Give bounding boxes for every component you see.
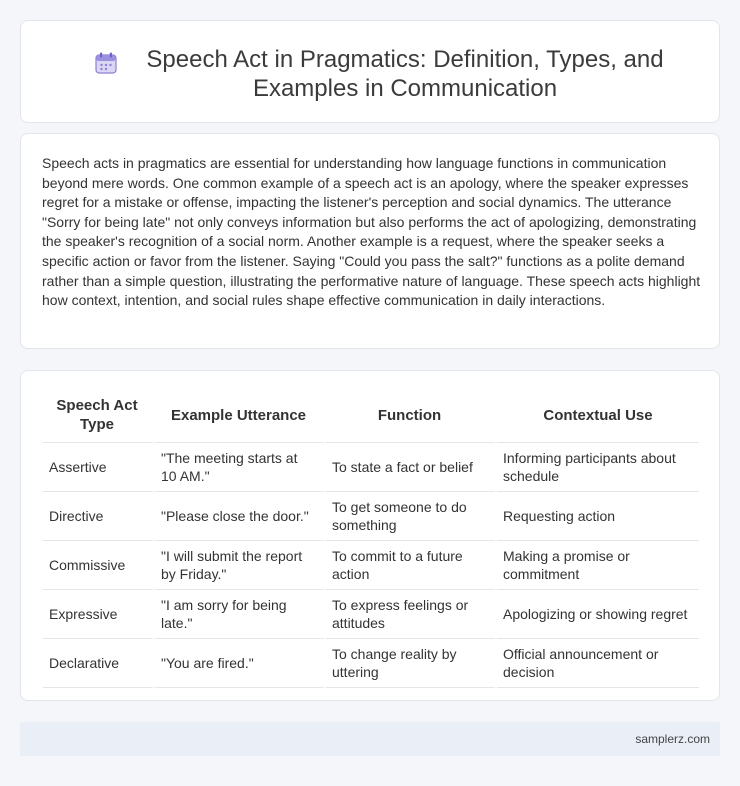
table-cell: Commissive — [43, 541, 155, 590]
page-title: Speech Act in Pragmatics: Definition, Types, and Examples in Communication — [146, 46, 664, 102]
table-card — [20, 370, 720, 701]
table-cell: "I am sorry for being late." — [155, 590, 326, 639]
title-wrap — [21, 45, 719, 103]
column-header: Example Utterance — [155, 388, 326, 443]
table-row — [43, 541, 699, 590]
table-cell: Directive — [43, 492, 155, 541]
table-cell: To change reality by uttering — [326, 639, 497, 688]
footer-bar — [20, 722, 720, 756]
table-row — [43, 590, 699, 639]
table-cell: Assertive — [43, 443, 155, 492]
table-cell: Official announcement or decision — [497, 639, 699, 688]
table-row — [43, 492, 699, 541]
column-header: Speech Act Type — [43, 388, 155, 443]
footer-site-link[interactable]: samplerz.com — [635, 732, 710, 746]
table-cell: To get someone to do something — [326, 492, 497, 541]
table-cell: Requesting action — [497, 492, 699, 541]
intro-card — [20, 133, 720, 349]
column-header: Contextual Use — [497, 388, 699, 443]
table-row — [43, 443, 699, 492]
table-header-row — [43, 388, 699, 443]
intro-paragraph: Speech acts in pragmatics are essential for understanding how language functions in communication beyond mere words. One common example of a speech act is an apology, where the speaker expresses regret for a mistake or offense, impacting the listener's perception and social dynamics. The utterance "Sorry for being late" not only conveys information but also performs the act of apologizing, demonstrating the speaker's recognition of a social norm. Another example is a request, where the speaker seeks a specific action or favor from the listener. Saying "Could you pass the salt?" functions as a polite demand rather than a simple question, illustrating the performative nature of language. These speech acts highlight how context, intention, and social rules shape effective communication in daily interactions. — [42, 155, 701, 309]
table-cell: Informing participants about schedule — [497, 443, 699, 492]
speech-act-table — [43, 388, 699, 688]
table-cell: Making a promise or commitment — [497, 541, 699, 590]
table-cell: "I will submit the report by Friday." — [155, 541, 326, 590]
column-header: Function — [326, 388, 497, 443]
calendar-icon — [93, 50, 119, 76]
title-card — [20, 20, 720, 123]
table-row — [43, 639, 699, 688]
table-cell: To state a fact or belief — [326, 443, 497, 492]
table-cell: Expressive — [43, 590, 155, 639]
table-cell: Declarative — [43, 639, 155, 688]
table-cell: To commit to a future action — [326, 541, 497, 590]
table-cell: To express feelings or attitudes — [326, 590, 497, 639]
table-cell: Apologizing or showing regret — [497, 590, 699, 639]
table-cell: "The meeting starts at 10 AM." — [155, 443, 326, 492]
table-cell: "Please close the door." — [155, 492, 326, 541]
table-cell: "You are fired." — [155, 639, 326, 688]
